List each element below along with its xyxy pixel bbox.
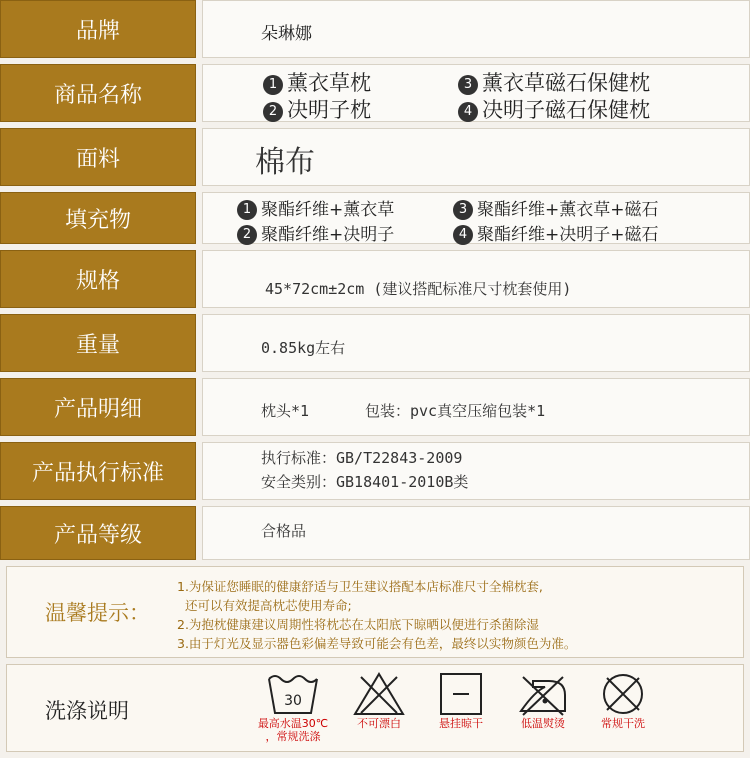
- normal-dry-clean-icon: [595, 671, 651, 717]
- row-filling: [0, 192, 750, 244]
- value-fabric-box: [202, 128, 750, 186]
- product-item-1: 1 薰衣草枕: [263, 67, 371, 97]
- label-filling: 填充物: [0, 192, 196, 244]
- svg-text:30: 30: [284, 693, 302, 709]
- product-item-2: 2 决明子枕: [263, 94, 371, 124]
- filling-item-2: 2 聚酯纤维+决明子: [237, 220, 394, 245]
- value-product-name-box: [202, 64, 750, 122]
- low-iron-item: [503, 671, 583, 751]
- value-brand-box: [202, 0, 750, 58]
- no-bleach-icon: [351, 671, 407, 717]
- value-fabric: 棉布: [255, 145, 315, 180]
- row-fabric: [0, 128, 750, 186]
- washing-title: 洗涤说明: [45, 699, 129, 723]
- tips-box: [6, 566, 744, 658]
- hang-dry-icon: [433, 671, 489, 717]
- label-weight: 重量: [0, 314, 196, 372]
- hang-dry-item: [421, 671, 501, 751]
- label-details: 产品明细: [0, 378, 196, 436]
- filling-item-3: 3 聚酯纤维+薰衣草+磁石: [453, 195, 659, 220]
- dry-clean-caption: 常规干洗: [601, 717, 645, 730]
- row-product-name: [0, 64, 750, 122]
- tip-line-2: 还可以有效提高枕芯使用寿命;: [185, 598, 352, 613]
- wash-30-caption-1: 最高水温30℃: [257, 717, 329, 730]
- filling-item-1: 1 聚酯纤维+薰衣草: [237, 195, 394, 220]
- tip-line-3: 2.为抱枕健康建议周期性将枕芯在太阳底下晾晒以便进行杀菌除湿: [177, 617, 539, 632]
- row-grade: [0, 506, 750, 560]
- value-details-2: 包装：pvc真空压缩包装*1: [365, 402, 546, 420]
- product-item-3: 3 薰衣草磁石保健枕: [458, 67, 650, 97]
- label-product-name: 商品名称: [0, 64, 196, 122]
- tip-line-1: 1.为保证您睡眠的健康舒适与卫生建议搭配本店标准尺寸全棉枕套,: [177, 579, 543, 594]
- row-standard: [0, 442, 750, 500]
- dry-clean-item: [583, 671, 663, 751]
- label-spec: 规格: [0, 250, 196, 308]
- value-standard-2: 安全类别：GB18401-2010B类: [261, 473, 469, 491]
- value-spec: 45*72cm±2cm (建议搭配标准尺寸枕套使用): [265, 280, 572, 298]
- value-details-box: [202, 378, 750, 436]
- tip-line-4: 3.由于灯光及显示器色彩偏差导致可能会有色差，最终以实物颜色为准。: [177, 636, 577, 651]
- wash-30-icon: [265, 671, 321, 717]
- label-fabric: 面料: [0, 128, 196, 186]
- washing-box: [6, 664, 744, 752]
- tips-title: 温馨提示：: [45, 601, 150, 625]
- value-weight-box: [202, 314, 750, 372]
- low-iron-icon: [515, 671, 571, 717]
- filling-item-4: 4 聚酯纤维+决明子+磁石: [453, 220, 659, 245]
- row-details: [0, 378, 750, 436]
- wash-30-item: [253, 671, 333, 751]
- low-iron-caption: 低温熨烫: [521, 717, 565, 730]
- value-grade: 合格品: [261, 522, 307, 540]
- wash-30-caption-2: ，常规洗涤: [265, 730, 321, 743]
- row-weight: [0, 314, 750, 372]
- label-brand: 品牌: [0, 0, 196, 58]
- value-brand: 朵琳娜: [261, 24, 312, 44]
- label-standard: 产品执行标准: [0, 442, 196, 500]
- no-bleach-item: [339, 671, 419, 751]
- value-grade-box: [202, 506, 750, 560]
- no-bleach-caption: 不可漂白: [357, 717, 401, 730]
- value-weight: 0.85kg左右: [261, 339, 346, 357]
- value-standard-1: 执行标准：GB/T22843-2009: [261, 449, 463, 467]
- row-brand: [0, 0, 750, 58]
- value-filling-box: [202, 192, 750, 244]
- label-grade: 产品等级: [0, 506, 196, 560]
- product-item-4: 4 决明子磁石保健枕: [458, 94, 650, 124]
- row-spec: [0, 250, 750, 308]
- value-details-1: 枕头*1: [261, 402, 310, 420]
- value-standard-box: [202, 442, 750, 500]
- value-spec-box: [202, 250, 750, 308]
- hang-dry-caption: 悬挂晾干: [439, 717, 483, 730]
